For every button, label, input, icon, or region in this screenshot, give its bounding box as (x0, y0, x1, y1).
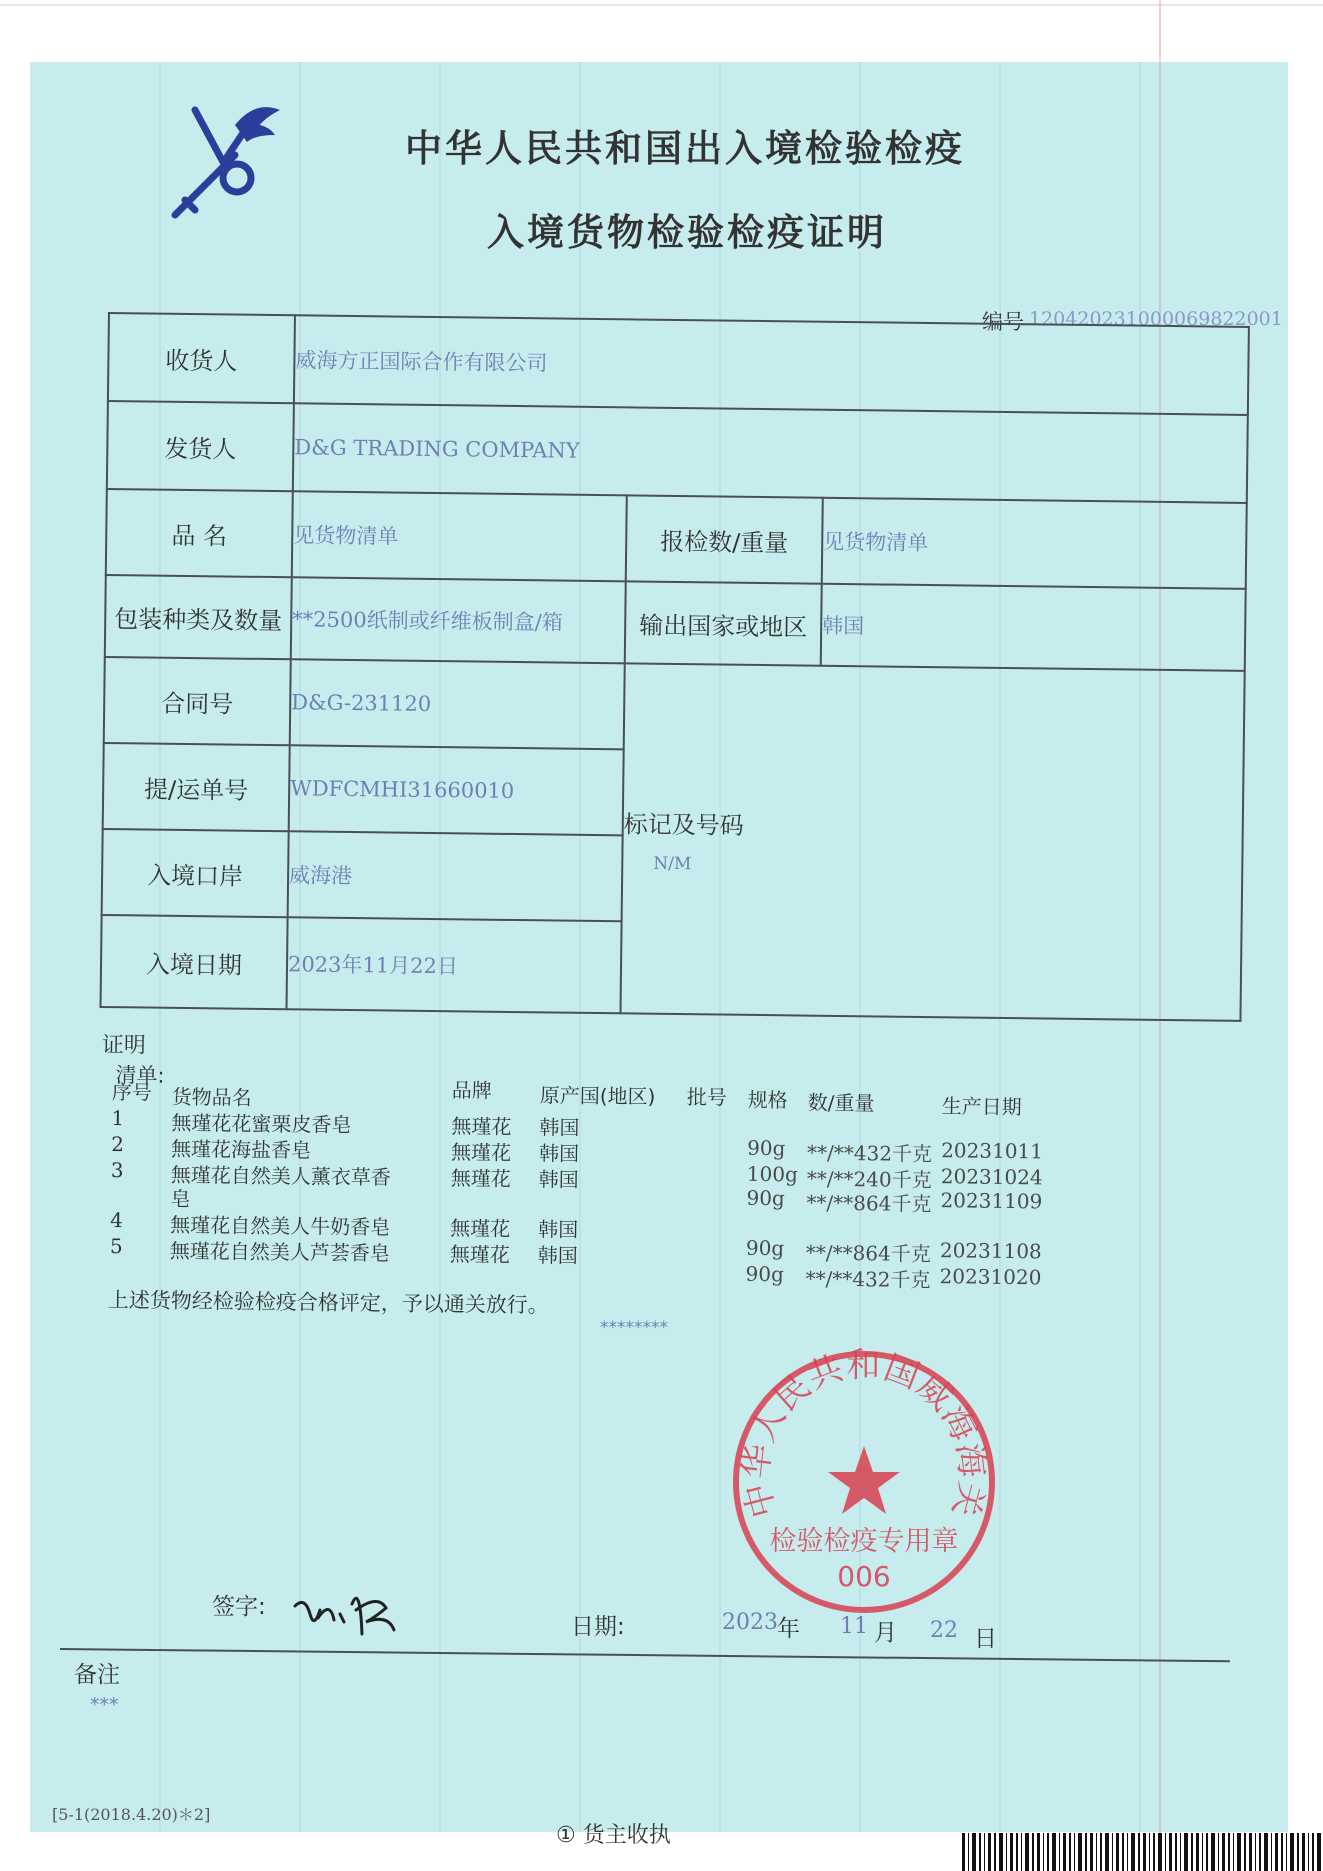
bill-of-lading-label: 提/运单号 (103, 743, 290, 831)
document-title: 入境货物检验检疫证明 (487, 211, 887, 254)
seal-number: 006 (837, 1560, 891, 1593)
handwritten-signature (290, 1574, 410, 1644)
consignee-value: 威海方正国际合作有限公司 (294, 315, 1249, 415)
item-name: 無瑾花自然美人牛奶香皂 (170, 1212, 391, 1240)
item-prod-date: 20231011 (941, 1138, 1044, 1164)
item-spec: 90g (746, 1185, 785, 1211)
item-brand: 無瑾花 (450, 1166, 511, 1191)
quantity-label: 报检数/重量 (626, 495, 823, 583)
inspection-conclusion: 上述货物经检验检疫合格评定，予以通关放行。 (107, 1287, 549, 1318)
customs-emblem-icon (165, 100, 287, 222)
entry-port-label: 入境口岸 (102, 829, 289, 917)
month-unit: 月 (874, 1620, 897, 1646)
list-label: 清单: (115, 1063, 165, 1088)
consignor-label: 发货人 (107, 401, 294, 491)
item-spec: 100g (746, 1161, 798, 1187)
bill-of-lading-value: WDFCMHI31660010 (289, 745, 624, 835)
day-unit: 日 (974, 1626, 997, 1652)
consignee-label: 收货人 (108, 313, 295, 403)
item-origin: 韩国 (538, 1141, 580, 1166)
item-qty: **/**864千克 (806, 1190, 932, 1217)
item-prod-date: 20231108 (939, 1238, 1042, 1264)
consignor-value: D&G TRADING COMPANY (293, 403, 1248, 503)
item-no: 5 (109, 1233, 123, 1259)
item-origin: 韩国 (538, 1167, 579, 1192)
marks-cell (620, 663, 1244, 1021)
certificate-heading: 证明 (101, 1032, 146, 1059)
goods-name-label: 品 名 (106, 489, 293, 577)
remarks-value: *** (90, 1694, 119, 1716)
entry-port-value: 威海港 (288, 831, 623, 921)
packing-value: **2500纸制或纤维板制盒/箱 (291, 577, 626, 663)
item-brand: 無瑾花 (449, 1242, 510, 1267)
entry-date-value: 2023年11月22日 (286, 917, 621, 1013)
official-seal-icon (728, 1346, 1000, 1618)
item-spec: 90g (745, 1261, 785, 1287)
item-no: 2 (111, 1131, 125, 1157)
item-qty: **/**432千克 (806, 1140, 933, 1167)
col-name: 货物品名 (171, 1084, 252, 1110)
item-qty: **/**432千克 (805, 1266, 931, 1293)
item-origin: 韩国 (537, 1243, 578, 1268)
seal-top-text: 中华人民共和国威海海关 (735, 1346, 993, 1522)
item-name: 無瑾花海盐香皂 (170, 1136, 312, 1163)
quantity-value: 见货物清单 (822, 498, 1247, 589)
item-no: 1 (111, 1105, 125, 1131)
form-code: [5-1(2018.4.20)＊2] (52, 1805, 211, 1824)
col-no: 序号 (111, 1079, 152, 1105)
col-qty: 数/重量 (807, 1090, 875, 1116)
origin-label: 输出国家或地区 (625, 581, 822, 665)
item-name: 無瑾花自然美人薰衣草香 (170, 1162, 391, 1190)
item-spec: 90g (747, 1135, 786, 1161)
col-batch: 批号 (686, 1085, 727, 1110)
item-brand: 無瑾花 (450, 1140, 512, 1165)
sign-month: 11 (840, 1614, 868, 1639)
barcode (960, 1833, 1323, 1871)
col-origin: 原产国(地区) (539, 1083, 656, 1109)
marks-value: N/M (653, 853, 692, 874)
item-no: 4 (110, 1207, 124, 1233)
origin-value: 韩国 (821, 584, 1246, 671)
item-qty: **/**240千克 (806, 1166, 932, 1193)
issuer-title: 中华人民共和国出入境检验检疫 (405, 127, 965, 170)
item-name: 無瑾花自然美人芦荟香皂 (169, 1238, 390, 1266)
sign-year: 2023 (722, 1610, 778, 1635)
entry-date-label: 入境日期 (101, 915, 288, 1009)
goods-name-value: 见货物清单 (292, 491, 627, 581)
item-origin: 韩国 (538, 1217, 579, 1242)
entry-info-table (99, 312, 1249, 1022)
goods-list (109, 1076, 1092, 1293)
copy-note: ① 货主收执 (556, 1823, 671, 1848)
item-brand: 無瑾花 (451, 1114, 512, 1139)
serial-number: 120420231000069822001 (1029, 308, 1283, 330)
seal-bottom-text: 检验检疫专用章 (769, 1526, 959, 1557)
item-name-continued: 皂 (170, 1186, 191, 1211)
item-name: 無瑾花花蜜栗皮香皂 (171, 1110, 352, 1137)
item-no: 3 (110, 1157, 124, 1183)
signature-label: 签字: (212, 1594, 266, 1620)
remarks-label: 备注 (74, 1662, 120, 1688)
date-label: 日期: (571, 1614, 625, 1640)
serial-label: 编号 (982, 310, 1024, 334)
item-brand: 無瑾花 (450, 1216, 511, 1241)
packing-label: 包装种类及数量 (105, 575, 292, 659)
item-spec: 90g (745, 1235, 785, 1261)
col-brand: 品牌 (451, 1078, 492, 1103)
end-of-list-stars: ******** (600, 1318, 668, 1338)
contract-label: 合同号 (104, 657, 291, 745)
marks-label: 标记及号码 (623, 809, 744, 840)
sign-day: 22 (930, 1618, 958, 1643)
remarks-box (58, 1648, 1229, 1806)
col-spec: 规格 (747, 1087, 788, 1113)
col-prod-date: 生产日期 (941, 1094, 1022, 1120)
item-prod-date: 20231020 (939, 1264, 1042, 1290)
contract-value: D&G-231120 (290, 659, 625, 749)
item-prod-date: 20231024 (940, 1164, 1043, 1190)
item-prod-date: 20231109 (940, 1188, 1043, 1214)
year-unit: 年 (777, 1616, 800, 1642)
item-qty: **/**864千克 (805, 1240, 931, 1267)
item-origin: 韩国 (539, 1115, 580, 1140)
